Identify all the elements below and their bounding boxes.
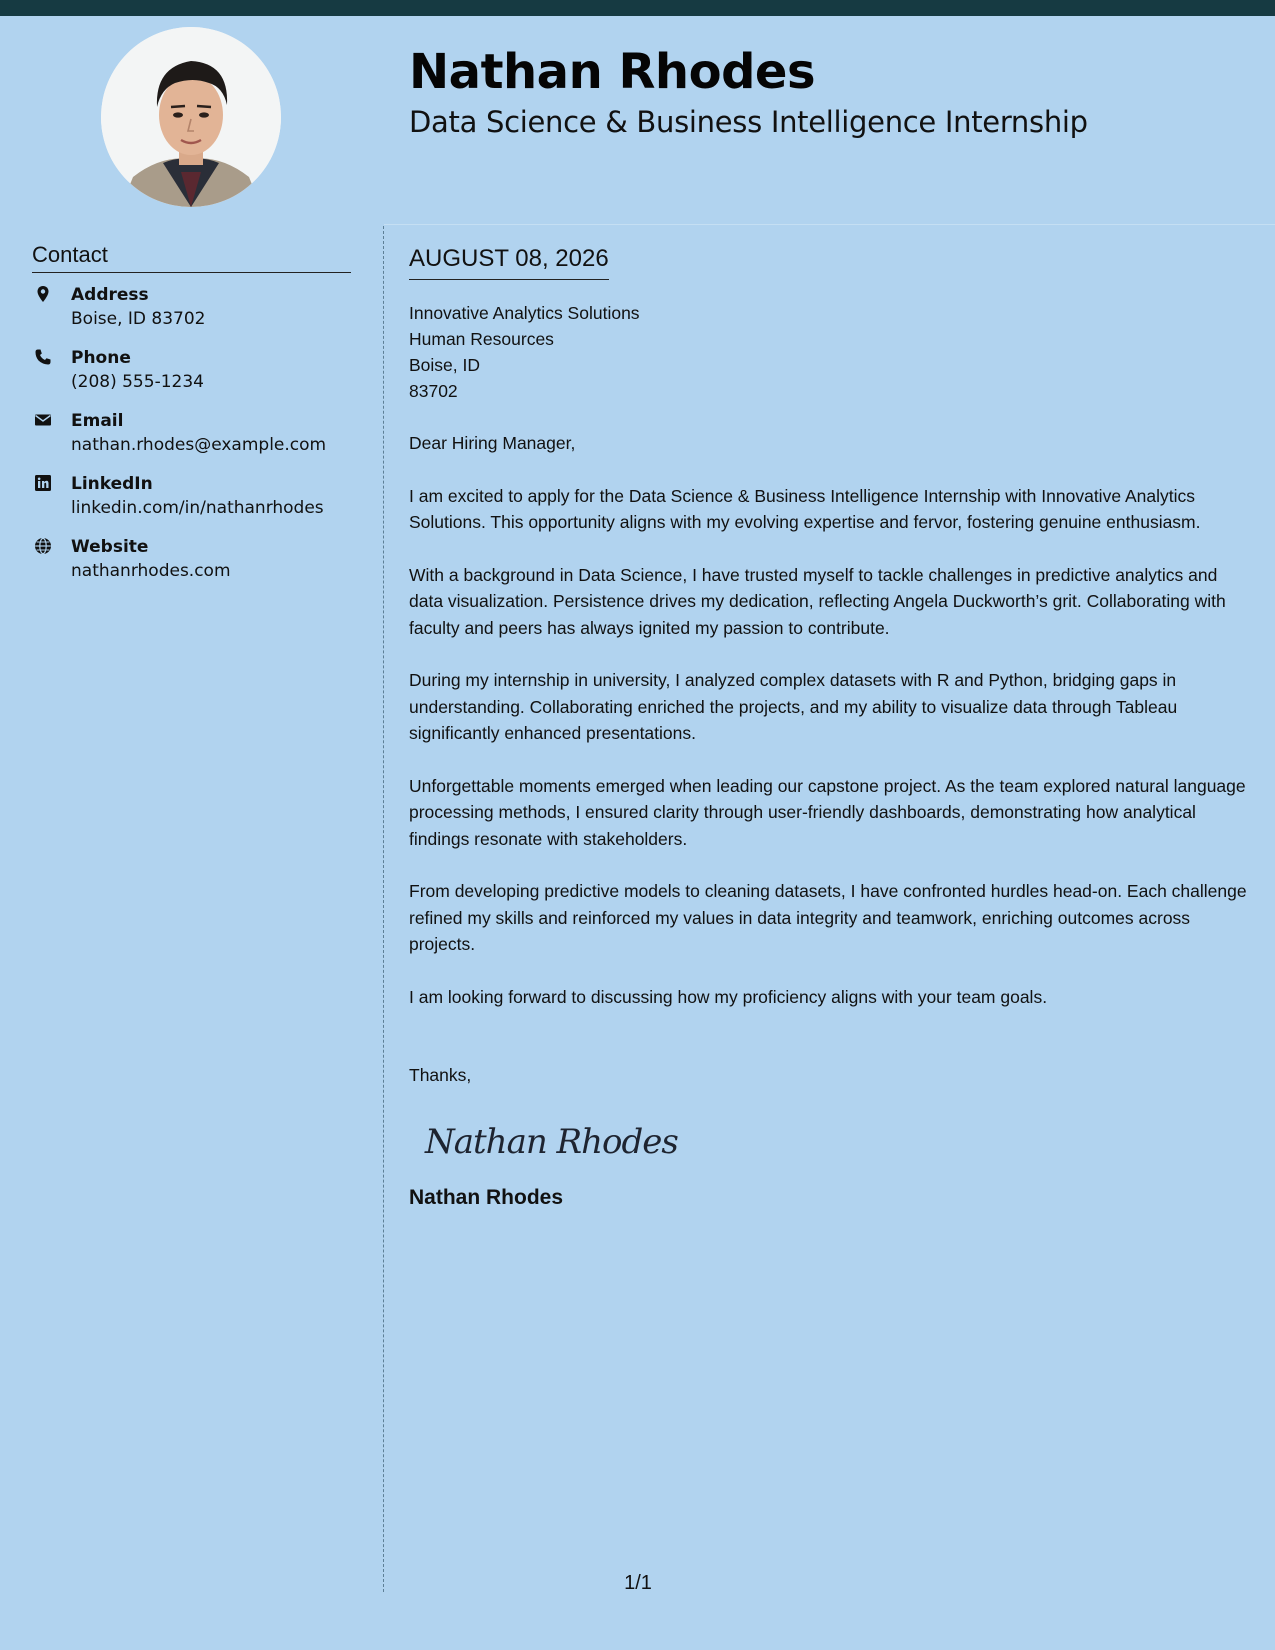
- letter-paragraph: Unforgettable moments emerged when leading our capstone project. As the team explored natural language processing methods, I ensured clarity through user-friendly dashboards, demonstrating how analytical findings resonate with stakeholders.: [409, 775, 1246, 849]
- contact-item-website: [32, 535, 362, 598]
- contact-label: LinkedIn: [71, 474, 153, 494]
- linkedin-icon: [34, 474, 52, 492]
- contact-label: Address: [71, 285, 149, 305]
- contact-item-linkedin: [32, 472, 362, 535]
- letter-paragraph: From developing predictive models to cleaning datasets, I have confronted hurdles head-on. Each challenge refined my skills and reinforced my values in data integrity and teamwork, enriching outcomes across projects.: [409, 881, 1247, 954]
- contact-value: nathanrhodes.com: [71, 561, 231, 581]
- letter-paragraph: I am looking forward to discussing how my proficiency aligns with your team goals.: [409, 986, 1048, 1007]
- contact-value: linkedin.com/in/nathanrhodes: [71, 498, 324, 518]
- map-pin-icon: [34, 285, 52, 303]
- contact-item-email: [32, 409, 362, 472]
- letter-paragraph: During my internship in university, I analyzed complex datasets with R and Python, bridging gaps in understanding. Collaborating enriched the projects, and my ability to visualize data through Tableau significantly enhanced presentations.: [409, 670, 1178, 743]
- letter-paragraph: I am excited to apply for the Data Science & Business Intelligence Internship with Innovative Analytics Solutions. This opportunity aligns with my evolving expertise and fervor, fostering genuine enthusiasm.: [409, 485, 1201, 532]
- phone-icon: [34, 348, 52, 366]
- letter-body: [409, 240, 1249, 1213]
- top-accent-bar: [0, 0, 1275, 16]
- recipient-department: Human Resources: [409, 329, 554, 349]
- greeting: Dear Hiring Manager,: [409, 433, 576, 453]
- recipient-zip: 83702: [409, 381, 458, 401]
- signed-name: Nathan Rhodes: [409, 1185, 564, 1209]
- contact-label: Website: [71, 537, 149, 557]
- contact-value: Boise, ID 83702: [71, 309, 206, 329]
- globe-icon: [34, 537, 52, 555]
- closing: Thanks,: [409, 1065, 472, 1085]
- contact-heading: Contact: [32, 240, 351, 273]
- recipient-block: [409, 300, 1249, 404]
- contact-list: [32, 283, 362, 598]
- contact-value: (208) 555-1234: [71, 372, 204, 392]
- page-number: 1/1: [624, 1572, 652, 1594]
- contact-label: Phone: [71, 348, 131, 368]
- contact-item-phone: [32, 346, 362, 409]
- letter-date: AUGUST 08, 2026: [409, 240, 609, 280]
- signature-text: Nathan Rhodes: [425, 1121, 678, 1162]
- letter-paragraph: With a background in Data Science, I have trusted myself to tackle challenges in predictive analytics and data visualization. Persistence drives my dedication, reflecting Angela Duckworth’s grit. Collaborating with faculty and peers has always ignited my passion to contribute.: [409, 564, 1226, 638]
- recipient-company: Innovative Analytics Solutions: [409, 303, 640, 323]
- contact-label: Email: [71, 411, 124, 431]
- handwritten-signature: [421, 1111, 681, 1169]
- column-divider: [383, 226, 384, 1592]
- header-name: Nathan Rhodes: [409, 44, 816, 100]
- contact-item-address: [32, 283, 362, 346]
- recipient-city: Boise, ID: [409, 355, 480, 375]
- envelope-icon: [34, 411, 52, 429]
- header-divider: [384, 224, 1275, 225]
- header-job-title: Data Science & Business Intelligence Internship: [409, 105, 1088, 139]
- profile-photo: [101, 27, 281, 207]
- contact-value: nathan.rhodes@example.com: [71, 435, 327, 455]
